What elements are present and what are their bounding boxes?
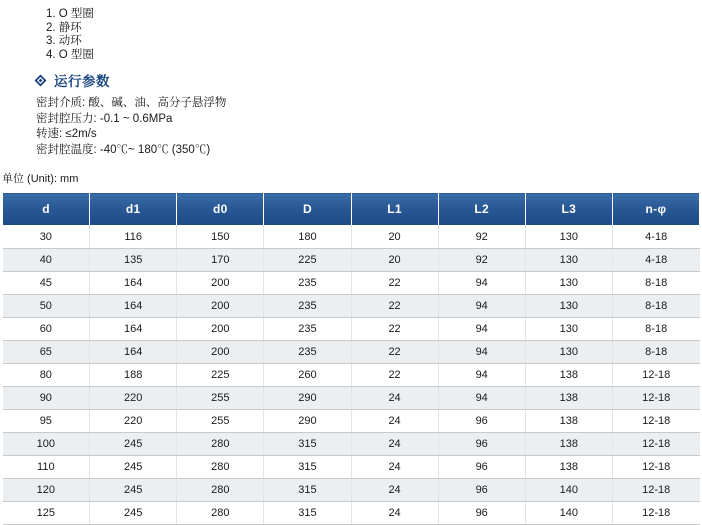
table-cell: 24 (351, 479, 438, 502)
table-cell: 8-18 (612, 272, 699, 295)
table-cell: 100 (3, 433, 90, 456)
table-cell: 225 (264, 249, 351, 272)
table-cell: 96 (438, 410, 525, 433)
table-cell: 94 (438, 318, 525, 341)
table-cell: 90 (3, 387, 90, 410)
table-cell: 20 (351, 249, 438, 272)
table-cell: 24 (351, 433, 438, 456)
table-cell: 164 (90, 341, 177, 364)
table-cell: 245 (90, 479, 177, 502)
table-cell: 188 (90, 364, 177, 387)
table-cell: 200 (177, 341, 264, 364)
table-cell: 8-18 (612, 295, 699, 318)
table-cell: 235 (264, 341, 351, 364)
column-header-d1: d1 (90, 193, 177, 226)
table-row (3, 456, 700, 479)
table-cell: 40 (3, 249, 90, 272)
table-cell: 8-18 (612, 318, 699, 341)
table-row (3, 249, 700, 272)
table-cell: 12-18 (612, 502, 699, 525)
column-header-D: D (264, 193, 351, 226)
table-cell: 94 (438, 364, 525, 387)
table-cell: 138 (525, 364, 612, 387)
legend-list (46, 8, 94, 62)
column-header-L1: L1 (351, 193, 438, 226)
table-cell: 130 (525, 318, 612, 341)
table-cell: 315 (264, 433, 351, 456)
table-cell: 12-18 (612, 387, 699, 410)
table-cell: 22 (351, 318, 438, 341)
column-header-d: d (3, 193, 90, 226)
table-cell: 45 (3, 272, 90, 295)
column-header-L3: L3 (525, 193, 612, 226)
table-cell: 255 (177, 410, 264, 433)
table-cell: 140 (525, 502, 612, 525)
table-cell: 138 (525, 410, 612, 433)
table-cell: 315 (264, 456, 351, 479)
table-cell: 96 (438, 456, 525, 479)
table-cell: 280 (177, 479, 264, 502)
list-item: 1. O 型圈 (46, 8, 94, 20)
table-cell: 30 (3, 226, 90, 249)
table-cell: 235 (264, 272, 351, 295)
table-row (3, 295, 700, 318)
table-cell: 220 (90, 410, 177, 433)
table-cell: 8-18 (612, 341, 699, 364)
table-row (3, 502, 700, 525)
unit-note: 单位 (Unit): mm (2, 173, 79, 185)
table-cell: 164 (90, 272, 177, 295)
list-item: 2. 静环 (46, 21, 82, 34)
section-title: 运行参数 (54, 74, 110, 89)
table-cell: 96 (438, 433, 525, 456)
table-cell: 20 (351, 226, 438, 249)
table-cell: 24 (351, 410, 438, 433)
column-header-L2: L2 (438, 193, 525, 226)
table-cell: 130 (525, 295, 612, 318)
table-cell: 92 (438, 226, 525, 249)
table-cell: 50 (3, 295, 90, 318)
table-cell: 200 (177, 295, 264, 318)
table-cell: 290 (264, 410, 351, 433)
table-cell: 235 (264, 318, 351, 341)
table-cell: 280 (177, 502, 264, 525)
table-row (3, 433, 700, 456)
table-cell: 245 (90, 502, 177, 525)
table-cell: 12-18 (612, 410, 699, 433)
table-cell: 24 (351, 387, 438, 410)
section-heading (34, 70, 110, 90)
table-cell: 315 (264, 479, 351, 502)
table-row (3, 272, 700, 295)
table-cell: 138 (525, 387, 612, 410)
table-cell: 140 (525, 479, 612, 502)
column-header-n-phi: n-φ (612, 193, 699, 226)
list-item: 3. 动环 (46, 35, 82, 47)
table-row (3, 387, 700, 410)
table-cell: 150 (177, 226, 264, 249)
table-cell: 180 (264, 226, 351, 249)
table-cell: 95 (3, 410, 90, 433)
table-cell: 315 (264, 502, 351, 525)
table-cell: 4-18 (612, 249, 699, 272)
column-header-d0: d0 (177, 193, 264, 226)
spec-table-container (2, 192, 700, 525)
table-cell: 94 (438, 295, 525, 318)
table-row (3, 479, 700, 502)
spec-table (2, 192, 700, 525)
diamond-bullet-icon (34, 74, 47, 87)
table-cell: 220 (90, 387, 177, 410)
parameter-line: 密封腔压力: -0.1 ~ 0.6MPa (36, 112, 173, 125)
table-cell: 225 (177, 364, 264, 387)
table-row (3, 364, 700, 387)
table-cell: 22 (351, 364, 438, 387)
table-cell: 92 (438, 249, 525, 272)
table-cell: 110 (3, 456, 90, 479)
table-cell: 12-18 (612, 456, 699, 479)
table-cell: 96 (438, 502, 525, 525)
table-cell: 60 (3, 318, 90, 341)
table-cell: 94 (438, 341, 525, 364)
parameter-line: 密封腔温度: -40℃~ 180℃ (350℃) (36, 143, 211, 156)
table-cell: 260 (264, 364, 351, 387)
table-cell: 135 (90, 249, 177, 272)
table-cell: 164 (90, 318, 177, 341)
table-row (3, 341, 700, 364)
table-cell: 80 (3, 364, 90, 387)
table-cell: 116 (90, 226, 177, 249)
table-cell: 290 (264, 387, 351, 410)
table-cell: 280 (177, 433, 264, 456)
table-header-row (3, 193, 700, 226)
table-cell: 235 (264, 295, 351, 318)
table-cell: 164 (90, 295, 177, 318)
table-cell: 138 (525, 433, 612, 456)
table-cell: 65 (3, 341, 90, 364)
table-cell: 245 (90, 433, 177, 456)
table-cell: 120 (3, 479, 90, 502)
list-item: 4. O 型圈 (46, 48, 94, 61)
table-cell: 12-18 (612, 364, 699, 387)
parameters-block (36, 96, 226, 158)
table-cell: 280 (177, 456, 264, 479)
table-row (3, 226, 700, 249)
table-cell: 24 (351, 456, 438, 479)
table-cell: 130 (525, 249, 612, 272)
table-cell: 12-18 (612, 433, 699, 456)
table-cell: 24 (351, 502, 438, 525)
table-cell: 22 (351, 341, 438, 364)
table-cell: 130 (525, 226, 612, 249)
table-cell: 22 (351, 295, 438, 318)
table-cell: 94 (438, 272, 525, 295)
parameter-line: 转速: ≤2m/s (36, 128, 97, 140)
table-cell: 125 (3, 502, 90, 525)
table-row (3, 318, 700, 341)
table-cell: 255 (177, 387, 264, 410)
table-cell: 138 (525, 456, 612, 479)
table-cell: 170 (177, 249, 264, 272)
parameter-line: 密封介质: 酸、碱、油、高分子悬浮物 (36, 97, 227, 109)
table-cell: 4-18 (612, 226, 699, 249)
table-cell: 245 (90, 456, 177, 479)
table-cell: 130 (525, 272, 612, 295)
table-cell: 12-18 (612, 479, 699, 502)
table-cell: 94 (438, 387, 525, 410)
table-cell: 96 (438, 479, 525, 502)
table-body (3, 226, 700, 525)
table-cell: 200 (177, 272, 264, 295)
table-cell: 22 (351, 272, 438, 295)
table-header (3, 193, 700, 226)
table-cell: 130 (525, 341, 612, 364)
table-cell: 200 (177, 318, 264, 341)
table-row (3, 410, 700, 433)
